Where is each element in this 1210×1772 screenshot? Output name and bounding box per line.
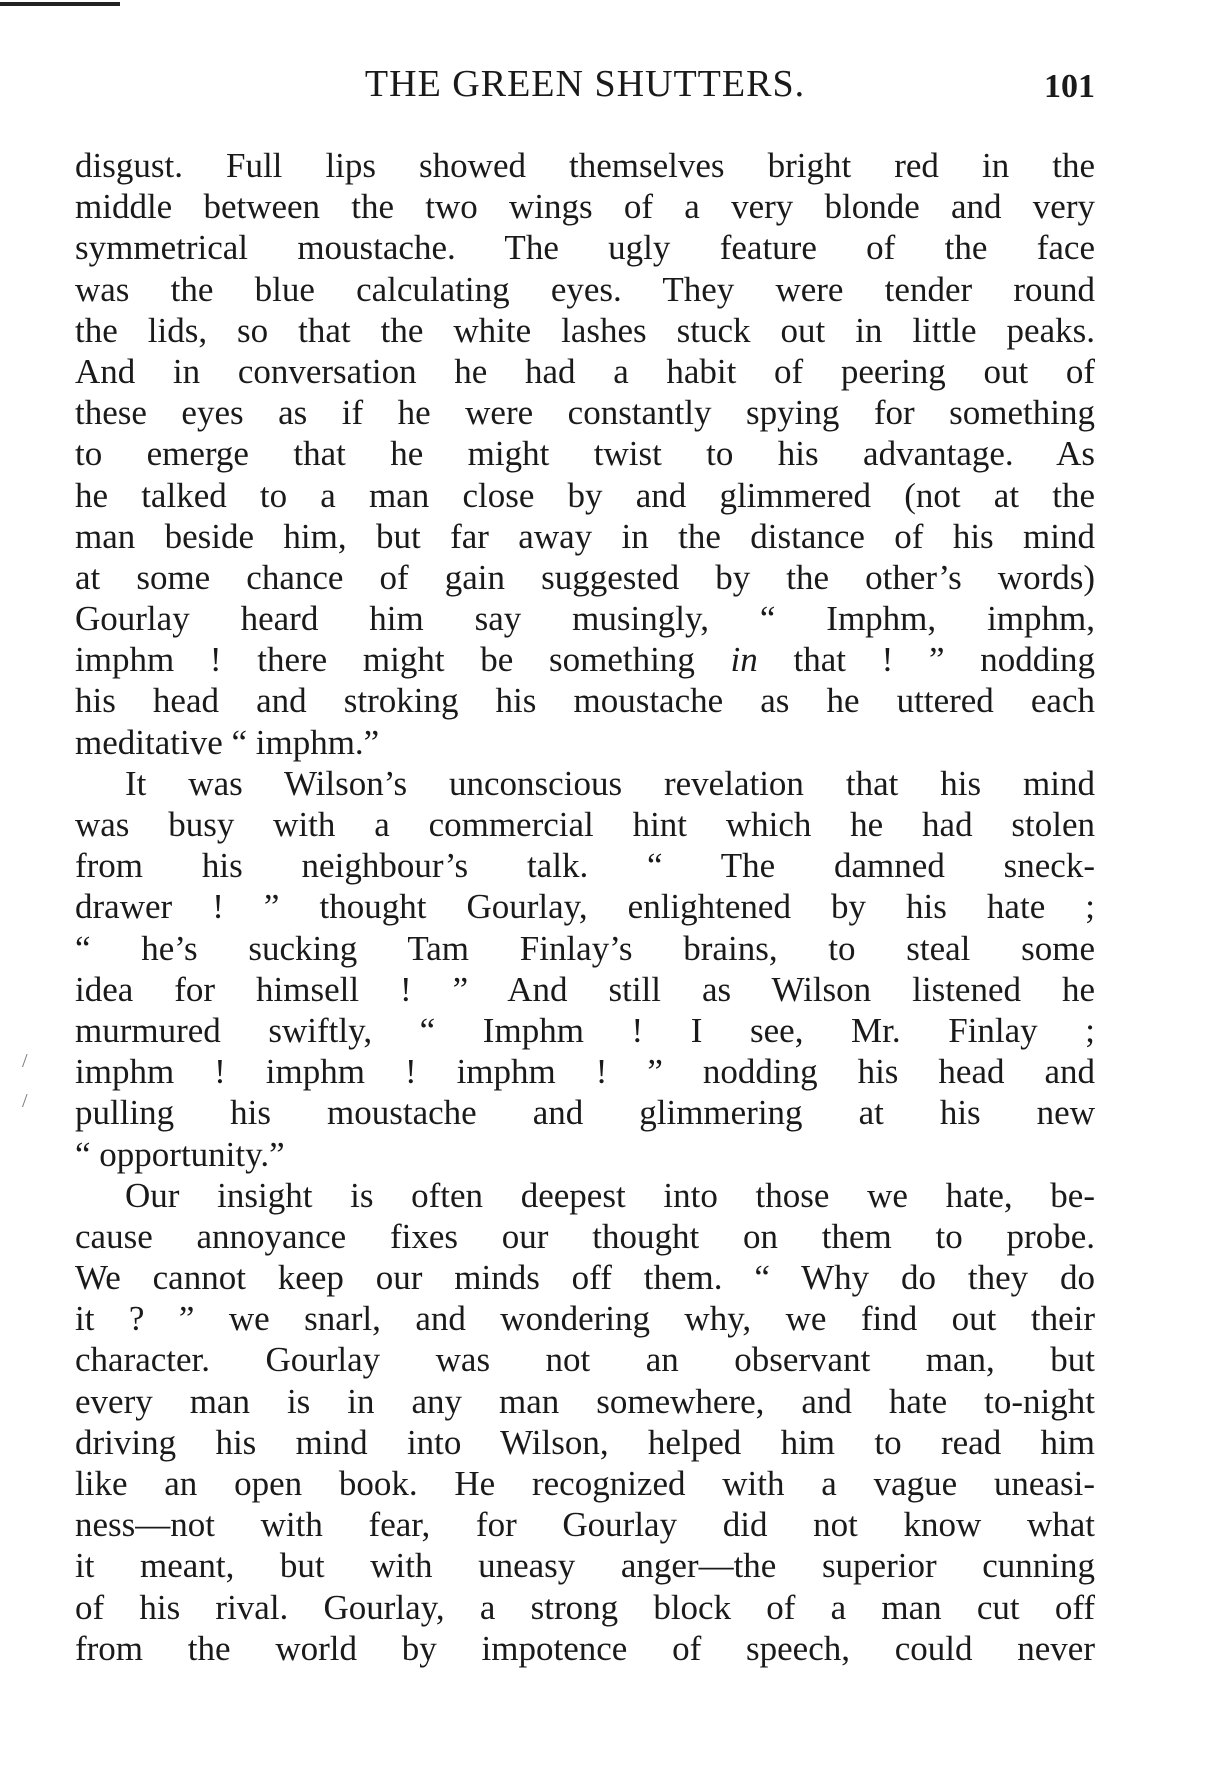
text-line: middle between the two wings of a very blonde and very	[75, 187, 1095, 227]
text-segment: imphm ! there might be something	[75, 640, 731, 680]
text-line: “ opportunity.”	[75, 1134, 285, 1174]
text-line: “ he’s sucking Tam Finlay’s brains, to steal some	[75, 928, 1095, 968]
running-head	[75, 62, 1095, 112]
text-line: man beside him, but far away in the distance of his mind	[75, 516, 1095, 556]
text-line: murmured swiftly, “ Imphm ! I see, Mr. Finlay ;	[75, 1010, 1095, 1050]
text-line: And in conversation he had a habit of peering out of	[75, 351, 1095, 391]
text-line: driving his mind into Wilson, helped him to read him	[75, 1422, 1095, 1462]
text-line: at some chance of gain suggested by the other’s words)	[75, 557, 1095, 597]
text-line: Our insight is often deepest into those we hate, be-	[125, 1175, 1095, 1215]
text-line: ness—not with fear, for Gourlay did not know what	[75, 1505, 1095, 1545]
text-line: of his rival. Gourlay, a strong block of a man cut off	[75, 1587, 1095, 1627]
text-line: meditative “ imphm.”	[75, 722, 380, 762]
text-line: from his neighbour’s talk. “ The damned sneck-	[75, 846, 1095, 886]
italic-word: in	[730, 640, 758, 680]
margin-pencil-mark: /	[22, 1050, 28, 1072]
text-line: It was Wilson’s unconscious revelation that his mind	[125, 763, 1095, 803]
body-text	[75, 145, 1095, 1669]
text-line: We cannot keep our minds off them. “ Why do they do	[75, 1258, 1095, 1298]
text-line: the lids, so that the white lashes stuck out in little peaks.	[75, 310, 1095, 350]
text-line: pulling his moustache and glimmering at his new	[75, 1093, 1095, 1133]
text-line: like an open book. He recognized with a vague uneasi-	[75, 1464, 1095, 1503]
text-line: these eyes as if he were constantly spying for something	[75, 393, 1095, 433]
text-line: was the blue calculating eyes. They were tender round	[75, 269, 1095, 309]
text-segment: that ! ” nodding	[757, 640, 1095, 680]
text-line: it meant, but with uneasy anger—the superior cunning	[75, 1546, 1095, 1586]
text-line: cause annoyance fixes our thought on them to probe.	[75, 1216, 1095, 1256]
corner-rule	[0, 2, 120, 6]
text-line: was busy with a commercial hint which he had stolen	[75, 805, 1095, 844]
paragraph-2	[75, 763, 1095, 1175]
text-line: he talked to a man close by and glimmered (not at the	[75, 475, 1095, 515]
text-line: drawer ! ” thought Gourlay, enlightened by his hate ;	[75, 887, 1095, 927]
text-line-with-italic	[75, 639, 1095, 680]
text-line: idea for himsell ! ” And still as Wilson listened he	[75, 969, 1095, 1009]
text-line: from the world by impotence of speech, could never	[75, 1628, 1095, 1668]
text-line: Gourlay heard him say musingly, “ Imphm, imphm,	[75, 599, 1095, 639]
text-line: imphm ! imphm ! imphm ! ” nodding his head and	[75, 1052, 1095, 1092]
text-line: to emerge that he might twist to his advantage. As	[75, 434, 1095, 474]
running-title: THE GREEN SHUTTERS.	[364, 63, 806, 105]
margin-pencil-mark: /	[22, 1090, 28, 1112]
text-line: symmetrical moustache. The ugly feature of the face	[75, 228, 1095, 268]
paragraph-3	[75, 1175, 1095, 1669]
text-line: every man is in any man somewhere, and hate to-night	[75, 1381, 1095, 1421]
page-number: 101	[1044, 68, 1095, 105]
text-line: character. Gourlay was not an observant man, but	[75, 1340, 1095, 1380]
text-line: it ? ” we snarl, and wondering why, we find out their	[75, 1299, 1095, 1339]
text-line: disgust. Full lips showed themselves bright red in the	[75, 146, 1095, 185]
paragraph-1	[75, 145, 1095, 763]
text-line: his head and stroking his moustache as he uttered each	[75, 681, 1095, 721]
